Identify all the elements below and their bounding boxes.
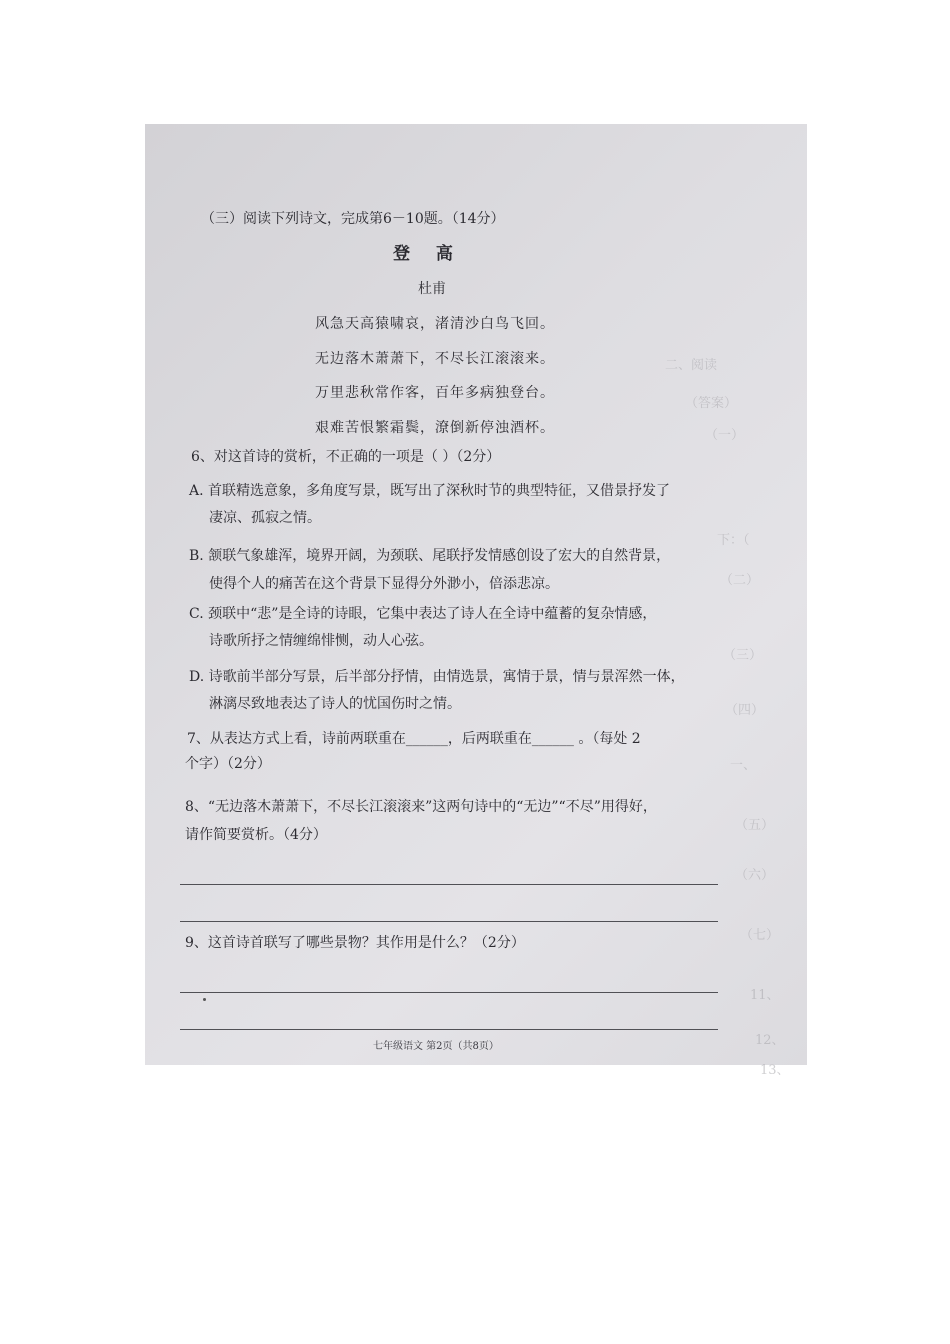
option-b-line2: 使得个人的痛苦在这个背景下显得分外渺小，倍添悲凉。: [209, 576, 559, 592]
bleed-through-text: （七）: [740, 928, 780, 943]
question-9-line1: 9、这首诗首联写了哪些景物？其作用是什么？（2分）: [185, 935, 525, 951]
ink-speck: [203, 998, 206, 1001]
answer-line[interactable]: [180, 884, 718, 885]
bleed-through-text: 一、: [730, 758, 757, 773]
poem-title: 登 高: [393, 244, 463, 264]
answer-line[interactable]: [180, 1029, 718, 1030]
bleed-through-text: 13、: [760, 1063, 790, 1078]
bleed-through-text: 下：（: [717, 533, 750, 548]
question-7-line2: 个字）（2分）: [185, 756, 271, 772]
option-a-line1: A. 首联精选意象，多角度写景，既写出了深秋时节的典型特征，又借景抒发了: [189, 483, 671, 499]
bleed-through-text: （五）: [735, 818, 775, 833]
page-footer: 七年级语文 第2页（共8页）: [373, 1041, 499, 1052]
bleed-through-text: （六）: [735, 868, 775, 883]
option-a-line2: 凄凉、孤寂之情。: [209, 510, 321, 526]
bleed-through-text: （三）: [723, 648, 763, 663]
poem-line: 艰难苦恨繁霜鬓，潦倒新停浊酒杯。: [315, 420, 555, 436]
question-8-line2: 请作简要赏析。（4分）: [185, 827, 327, 843]
bleed-through-text: （答案）: [685, 396, 738, 411]
answer-line[interactable]: [180, 992, 718, 993]
poem-line: 无边落木萧萧下，不尽长江滚滚来。: [315, 351, 555, 367]
poem-line: 风急天高猿啸哀，渚清沙白鸟飞回。: [315, 316, 555, 332]
answer-line[interactable]: [180, 921, 718, 922]
question-8-line1: 8、“无边落木萧萧下，不尽长江滚滚来”这两句诗中的“无边”“不尽”用得好，: [185, 799, 657, 815]
option-c-line2: 诗歌所抒之情缠绵悱恻，动人心弦。: [209, 633, 433, 649]
option-d-line1: D. 诗歌前半部分写景，后半部分抒情，由情选景，寓情于景，情与景浑然一体，: [189, 669, 685, 685]
option-d-line2: 淋漓尽致地表达了诗人的忧国伤时之情。: [209, 696, 461, 712]
bleed-through-text: （二）: [720, 573, 760, 588]
bleed-through-text: 12、: [755, 1033, 785, 1048]
bleed-through-text: 11、: [750, 988, 780, 1003]
section-header: （三）阅读下列诗文，完成第6－10题。（14分）: [201, 211, 505, 227]
bleed-through-text: 二、阅读: [665, 358, 718, 373]
bleed-through-text: （一）: [705, 428, 745, 443]
option-c-line1: C. 颈联中“悲”是全诗的诗眼，它集中表达了诗人在全诗中蕴蓄的复杂情感，: [189, 606, 657, 622]
question-6-stem: 6、对这首诗的赏析，不正确的一项是（ ）（2分）: [191, 449, 501, 465]
question-7-line1: 7、从表达方式上看，诗前两联重在______，后两联重在______ 。（每处 2: [187, 731, 641, 747]
option-b-line1: B. 颔联气象雄浑，境界开阔，为颈联、尾联抒发情感创设了宏大的自然背景，: [189, 548, 671, 564]
poem-author: 杜甫: [418, 281, 446, 297]
bleed-through-text: （四）: [725, 703, 765, 718]
poem-line: 万里悲秋常作客，百年多病独登台。: [315, 385, 555, 401]
scanned-page-photo: [145, 124, 807, 1078]
